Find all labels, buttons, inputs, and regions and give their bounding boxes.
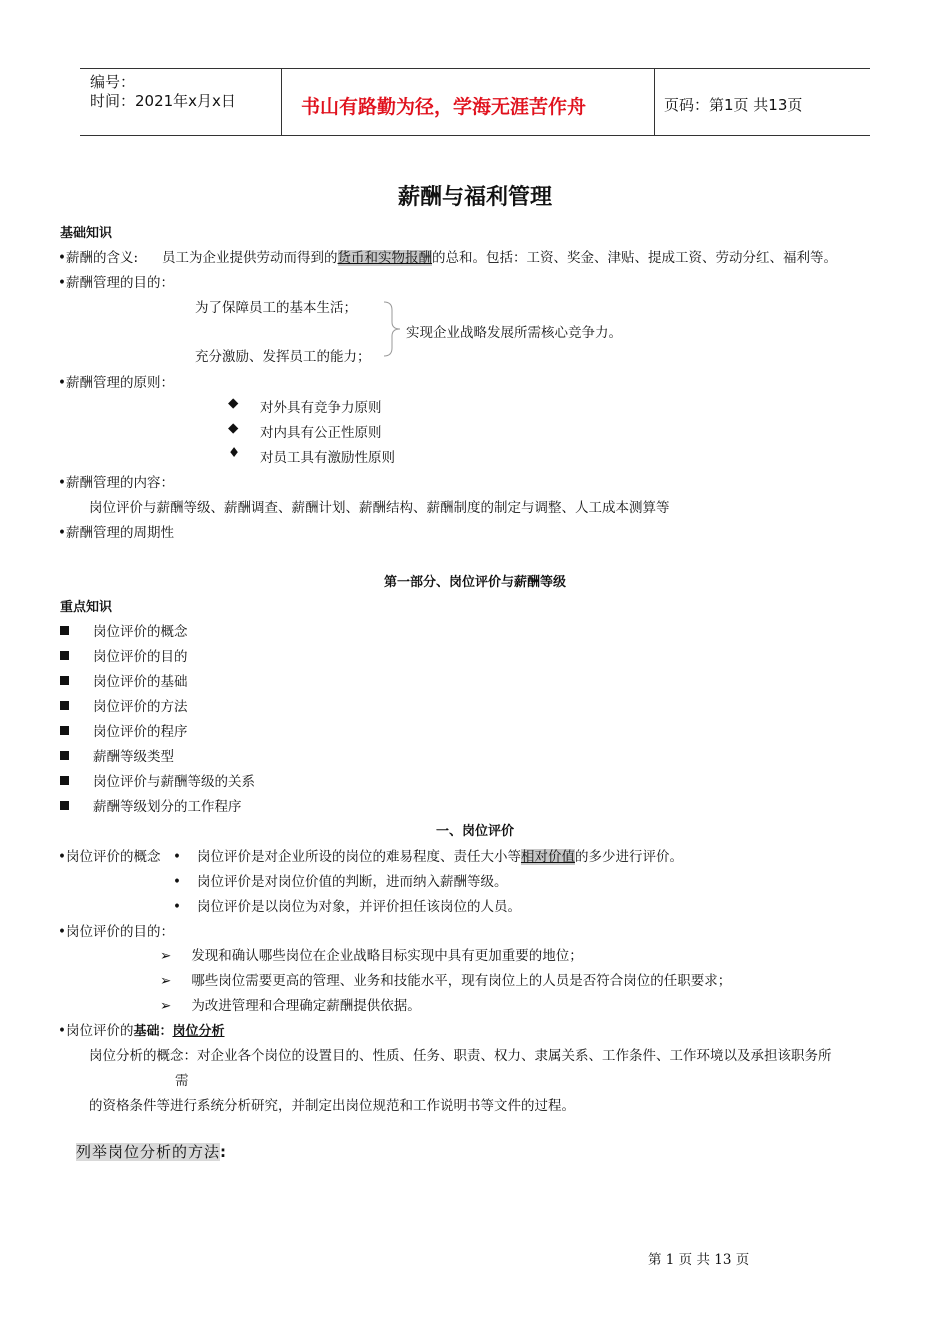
salary-meaning — [58, 246, 837, 266]
header-divider-right — [654, 68, 655, 136]
right-brace-icon — [382, 300, 404, 358]
list-item: 岗位评价的程序 — [60, 720, 188, 740]
eval-purpose-item: ➢ 哪些岗位需要更高的管理、业务和技能水平，现有岗位上的人员是否符合岗位的任职要求； — [160, 973, 732, 989]
methods-label: 列举岗位分析的方法: — [76, 1143, 228, 1161]
analysis-line-1b: 需 — [175, 1073, 189, 1089]
concept-item-3: • 岗位评价是以岗位为对象，并评价担任该岗位的人员。 — [173, 899, 521, 915]
dot-bullet-icon: • — [173, 849, 181, 865]
eval-basis: •岗位评价的基础：岗位分析 — [58, 1023, 225, 1039]
purpose-item-2: 充分激励、发挥员工的能力； — [195, 349, 371, 365]
principles-label: •薪酬管理的原则： — [58, 375, 174, 391]
square-bullet-icon — [60, 626, 69, 635]
header-top-rule — [80, 68, 870, 69]
purpose-label: •薪酬管理的目的： — [58, 275, 174, 291]
square-bullet-icon — [60, 776, 69, 785]
list-item: 岗位评价的方法 — [60, 695, 188, 715]
concept-item-1: • 岗位评价是对企业所设的岗位的难易程度、责任大小等相对价值的多少进行评价。 — [173, 849, 683, 865]
principle-item: 对外具有竞争力原则 — [260, 400, 382, 416]
cycle-label: •薪酬管理的周期性 — [58, 525, 174, 541]
concept-label: •岗位评价的概念 — [58, 849, 161, 865]
principle-bullet: ◆ — [228, 395, 239, 411]
job-analysis-term: 岗位分析 — [172, 1024, 225, 1039]
arrow-bullet-icon: ➢ — [160, 973, 172, 989]
list-item: 岗位评价与薪酬等级的关系 — [60, 770, 255, 790]
section-title: 一、岗位评价 — [435, 824, 514, 839]
dot-bullet-icon: • — [173, 874, 181, 890]
square-bullet-icon — [60, 651, 69, 660]
concept-item-2: • 岗位评价是对岗位价值的判断，进而纳入薪酬等级。 — [173, 874, 508, 890]
content-label: •薪酬管理的内容： — [58, 475, 174, 491]
content-text: 岗位评价与薪酬等级、薪酬调查、薪酬计划、薪酬结构、薪酬制度的制定与调整、人工成本测算等 — [89, 500, 670, 516]
part1-heading: 第一部分、岗位评价与薪酬等级 — [383, 575, 566, 590]
square-bullet-icon — [60, 801, 69, 810]
eval-purpose-item: ➢ 为改进管理和合理确定薪酬提供依据。 — [160, 998, 421, 1014]
square-bullet-icon — [60, 751, 69, 760]
salary-meaning-highlight: 货币和实物报酬 — [337, 250, 433, 266]
principle-bullet: ♦ — [228, 445, 241, 461]
key-heading: 重点知识 — [60, 600, 113, 615]
list-item: 岗位评价的基础 — [60, 670, 188, 690]
analysis-line-1: 岗位分析的概念：对企业各个岗位的设置目的、性质、任务、职责、权力、隶属关系、工作条件、工作环境以及承担该职务所 — [89, 1048, 832, 1064]
dot-bullet-icon: • — [173, 899, 181, 915]
eval-purpose-label: •岗位评价的目的： — [58, 924, 174, 940]
principle-item: 对员工具有激励性原则 — [260, 450, 395, 466]
principle-bullet: ◆ — [228, 420, 239, 436]
purpose-item-1: 为了保障员工的基本生活； — [195, 300, 357, 316]
header-divider-left — [281, 68, 282, 136]
list-item: 岗位评价的概念 — [60, 620, 188, 640]
list-item: 薪酬等级类型 — [60, 745, 174, 765]
list-item: 薪酬等级划分的工作程序 — [60, 795, 242, 815]
serial-label: 编号： — [90, 73, 136, 91]
principle-item: 对内具有公正性原则 — [260, 425, 382, 441]
eval-purpose-item: ➢ 发现和确认哪些岗位在企业战略目标实现中具有更加重要的地位； — [160, 948, 583, 964]
purpose-result: 实现企业战略发展所需核心竞争力。 — [406, 325, 622, 341]
date-label: 时间：2021年x月x日 — [90, 92, 236, 110]
salary-meaning-text-b: 的总和。包括：工资、奖金、津贴、提成工资、劳动分红、福利等。 — [432, 250, 838, 266]
salary-meaning-text-a: 员工为企业提供劳动而得到的 — [162, 250, 338, 266]
page-title: 薪酬与福利管理 — [397, 185, 552, 210]
square-bullet-icon — [60, 676, 69, 685]
arrow-bullet-icon: ➢ — [160, 948, 172, 964]
header-motto: 书山有路勤为径，学海无涯苦作舟 — [301, 96, 587, 118]
analysis-line-2: 的资格条件等进行系统分析研究，并制定出岗位规范和工作说明书等文件的过程。 — [89, 1098, 575, 1114]
footer-page-number: 第 1 页 共 13 页 — [648, 1252, 750, 1268]
page-label: 页码：第1页 共13页 — [664, 96, 803, 114]
square-bullet-icon — [60, 726, 69, 735]
salary-meaning-label: •薪酬的含义: — [58, 250, 139, 266]
square-bullet-icon — [60, 701, 69, 710]
arrow-bullet-icon: ➢ — [160, 998, 172, 1014]
relative-value-highlight: 相对价值 — [520, 849, 575, 865]
header-bottom-rule — [80, 135, 870, 136]
list-item: 岗位评价的目的 — [60, 645, 188, 665]
basics-heading: 基础知识 — [60, 226, 113, 241]
